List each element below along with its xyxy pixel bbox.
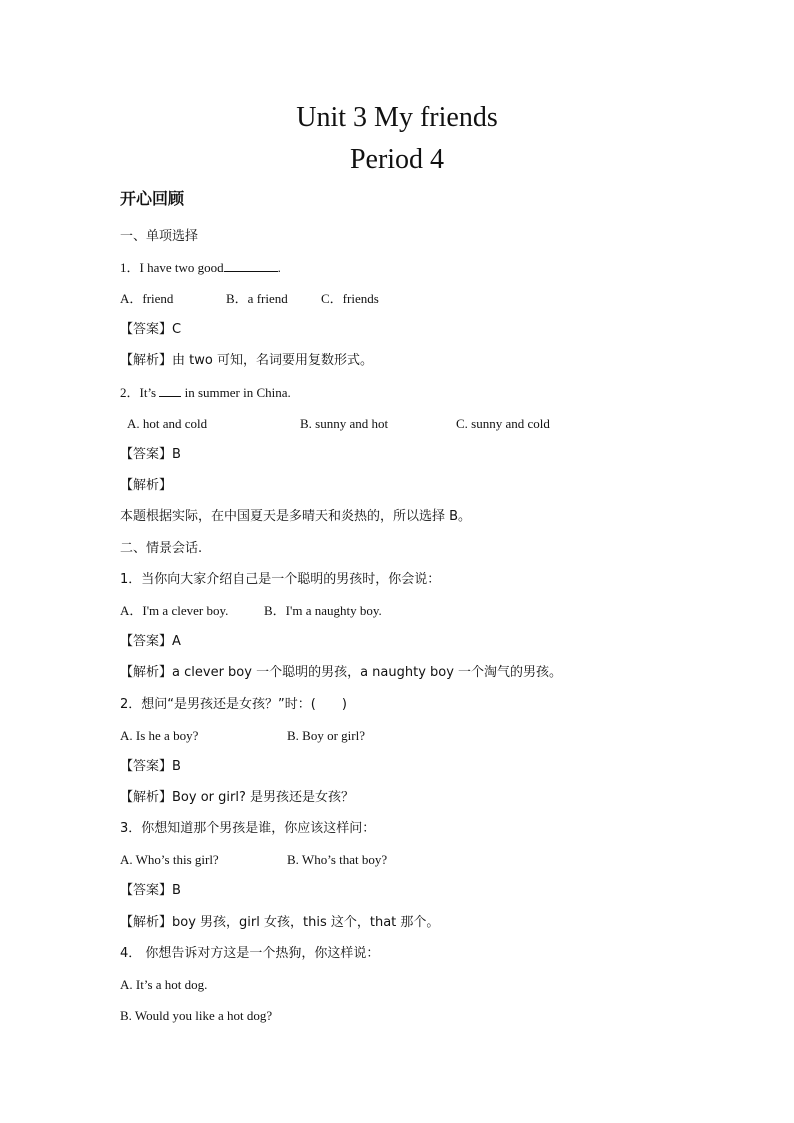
- part1-heading: 一、单项选择: [120, 229, 199, 244]
- analysis-label: 【解析】: [120, 665, 173, 680]
- p2-q3-answer: [120, 882, 181, 900]
- p2-q4-option-a: A. It’s a hot dog.: [120, 977, 208, 992]
- part2-heading: 二、情景会话.: [120, 541, 203, 556]
- p1-q2-option-c: C. sunny and cold: [456, 416, 550, 431]
- answer-label: 【答案】: [120, 883, 173, 898]
- analysis-label: 【解析】: [120, 790, 173, 805]
- p2-q2-stem: 2．想问“是男孩还是女孩？”时：( ): [120, 697, 347, 712]
- answer-label: 【答案】: [120, 759, 173, 774]
- p2-q1-option-b: B．I'm a naughty boy.: [264, 603, 382, 618]
- p2-q4-stem: 4． 你想告诉对方这是一个热狗，你这样说：: [120, 946, 380, 961]
- analysis-text: 由 two 可知，名词要用复数形式。: [172, 353, 373, 368]
- p1-q2-analysis-body: 本题根据实际，在中国夏天是多晴天和炎热的，所以选择 B。: [120, 509, 472, 524]
- p1-q1-stem-text: 1．I have two good: [120, 260, 224, 275]
- analysis-text: boy 男孩，girl 女孩，this 这个，that 那个。: [172, 915, 440, 930]
- answer-label: 【答案】: [120, 634, 173, 649]
- p2-q3-option-b: B. Who’s that boy?: [287, 852, 388, 867]
- answer-blank: [159, 384, 181, 397]
- p2-q3-stem: 3．你想知道那个男孩是谁，你应该这样问：: [120, 821, 376, 836]
- p1-q2-options: [127, 415, 550, 433]
- p1-q1-options: [120, 290, 379, 308]
- answer-value: B: [172, 447, 181, 462]
- p2-q2-option-a: A. Is he a boy?: [120, 728, 199, 743]
- p2-q4-option-b: B. Would you like a hot dog?: [120, 1008, 273, 1023]
- p2-q1-stem: 1．当你向大家介绍自己是一个聪明的男孩时，你会说：: [120, 572, 441, 587]
- p2-q3-options: [120, 851, 387, 869]
- analysis-label: 【解析】: [120, 915, 173, 930]
- p2-q2-option-b: B. Boy or girl?: [287, 728, 365, 743]
- answer-value: A: [172, 634, 181, 649]
- analysis-text: Boy or girl? 是男孩还是女孩？: [172, 790, 354, 805]
- p2-q2-analysis: [120, 789, 354, 807]
- p1-q2-option-b: B. sunny and hot: [300, 416, 389, 431]
- p2-q2-answer: [120, 758, 181, 776]
- p1-q2-analysis-label: 【解析】: [120, 478, 173, 493]
- analysis-label: 【解析】: [120, 353, 173, 368]
- p1-q2-answer: [120, 446, 181, 464]
- p1-q1-option-a: A．friend: [120, 291, 174, 306]
- answer-label: 【答案】: [120, 447, 173, 462]
- p1-q2-stem-start: 2．It’s: [120, 385, 157, 400]
- answer-value: C: [172, 322, 182, 337]
- p2-q3-analysis: [120, 914, 439, 932]
- p2-q1-answer: [120, 633, 181, 651]
- p1-q1-stem-end: .: [277, 260, 281, 275]
- section-heading: 开心回顾: [120, 189, 185, 208]
- p2-q1-analysis: [120, 664, 562, 682]
- document-subtitle: Period 4: [349, 144, 445, 175]
- p1-q2-stem-end: in summer in China.: [184, 385, 291, 400]
- p2-q2-options: [120, 727, 365, 745]
- answer-value: B: [172, 759, 181, 774]
- p1-q1-stem: [120, 259, 281, 277]
- p1-q1-analysis: [120, 352, 373, 370]
- answer-value: B: [172, 883, 181, 898]
- p2-q1-options: [120, 602, 382, 620]
- answer-blank: [224, 259, 278, 272]
- answer-label: 【答案】: [120, 322, 173, 337]
- p2-q1-option-a: A．I'm a clever boy.: [120, 603, 229, 618]
- p1-q2-option-a: A. hot and cold: [127, 416, 208, 431]
- p1-q2-stem: [120, 384, 291, 402]
- p2-q3-option-a: A. Who’s this girl?: [120, 852, 219, 867]
- analysis-text: a clever boy 一个聪明的男孩，a naughty boy 一个淘气的男孩。: [172, 665, 563, 680]
- p1-q1-answer: [120, 321, 181, 339]
- p1-q1-option-b: B．a friend: [226, 291, 288, 306]
- document-title: Unit 3 My friends: [296, 102, 498, 133]
- p1-q1-option-c: C．friends: [321, 291, 379, 306]
